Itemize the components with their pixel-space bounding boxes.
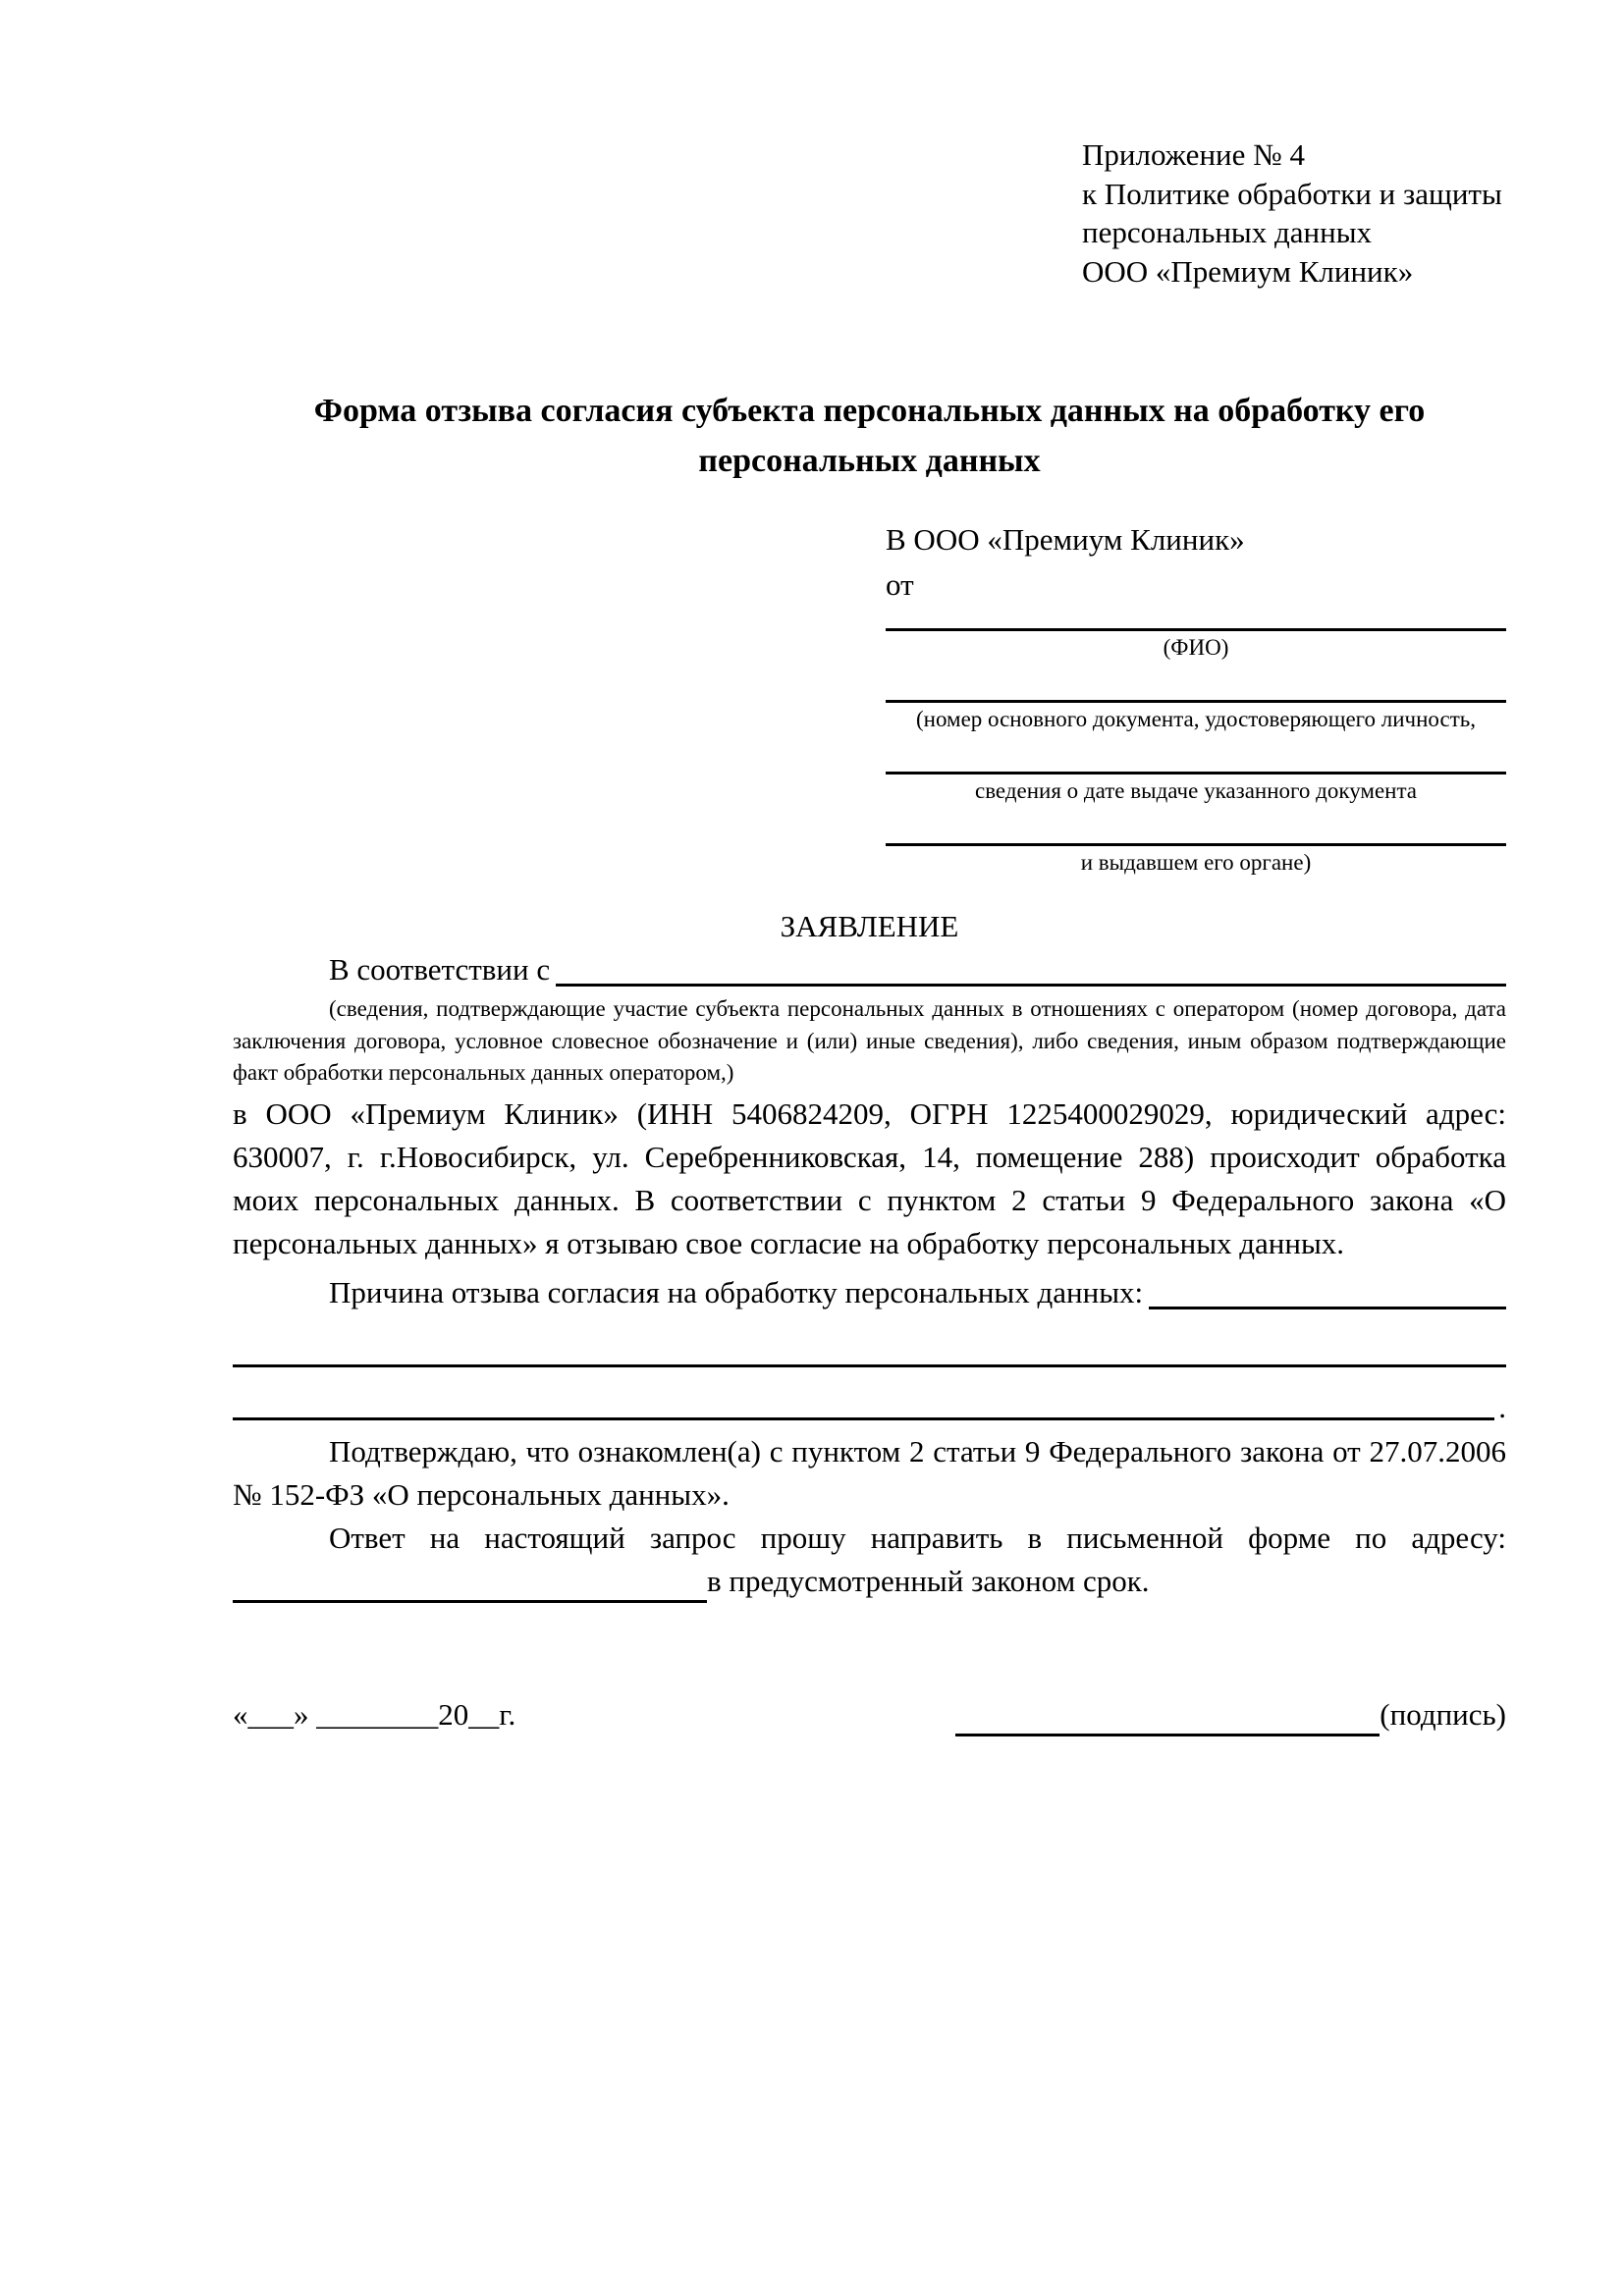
date-blank[interactable]: «___» ________20__г.: [233, 1697, 516, 1733]
reply-request-paragraph: Ответ на настоящий запрос прошу направить в письменной форме по адресу:: [329, 1521, 1506, 1556]
accordance-prefix: В соответствии с: [329, 952, 551, 988]
header-note: [1082, 135, 1506, 292]
reason-line: [233, 1271, 1506, 1314]
reply-request-tail: в предусмотренный законом срок.: [707, 1564, 1150, 1599]
footer-row: [233, 1693, 1506, 1736]
id-number-input-line[interactable]: [886, 676, 1506, 703]
id-number-caption: (номер основного документа, удостоверяющего личность,: [915, 707, 1476, 732]
reason-extra-line-1: [233, 1314, 1506, 1367]
statement-heading: ЗАЯВЛЕНИЕ: [780, 909, 959, 944]
signature-caption: (подпись): [1380, 1697, 1506, 1733]
line-terminator-dot: .: [1498, 1390, 1506, 1425]
header-note-line: к Политике обработки и защиты: [1082, 176, 1502, 211]
reason-input-line[interactable]: [1149, 1307, 1506, 1309]
reason-extra-line-2: [233, 1367, 1506, 1425]
header-note-line: ООО «Премиум Клиник»: [1082, 254, 1414, 290]
main-paragraph: в ООО «Премиум Клиник» (ИНН 5406824209, ОГРН 1225400029029, юридический адрес: 630007, г. г.Новосибирск, ул. Серебренниковская, 14, помещение 288) происходит обработка моих персональных данных. В соответствии с пунктом 2 статьи 9 Федерального закона «О персональных данных» я отзываю свое согласие на обработку персональных данных.: [233, 1095, 1506, 1261]
reason-extra-input-line-1[interactable]: [233, 1364, 1506, 1367]
addressee-to: В ООО «Премиум Клиник»: [886, 521, 1245, 557]
reply-address-row: [233, 1560, 1506, 1603]
addressee-block: [886, 519, 1506, 879]
fine-print-note: (сведения, подтверждающие участие субъекта персональных данных в отношениях с оператором (номер договора, дата заключения договора, условное словесное обозначение и (или) иные сведения), либо сведения, иным образом подтверждающие факт обработки персональных данных оператором,): [233, 996, 1506, 1085]
document-title: Форма отзыва согласия субъекта персональных данных на обработку его персональных данных: [313, 392, 1426, 479]
reason-prefix: Причина отзыва согласия на обработку персональных данных:: [329, 1275, 1144, 1310]
issue-date-caption: сведения о дате выдаче указанного документа: [974, 778, 1418, 804]
issue-date-input-line[interactable]: [886, 748, 1506, 774]
issuing-authority-input-line[interactable]: [886, 820, 1506, 846]
confirmation-paragraph: Подтверждаю, что ознакомлен(а) с пунктом 2 статьи 9 Федерального закона от 27.07.2006 № 152-ФЗ «О персональных данных».: [233, 1434, 1506, 1513]
header-note-line: персональных данных: [1082, 215, 1373, 250]
accordance-input-line[interactable]: [556, 984, 1506, 987]
fio-caption: (ФИО): [1163, 635, 1229, 661]
header-note-line: Приложение № 4: [1082, 137, 1305, 172]
addressee-from-label: от: [886, 566, 914, 602]
accordance-line: [233, 948, 1506, 991]
signature-group: [955, 1693, 1506, 1736]
issuing-authority-caption: и выдавшем его органе): [1080, 850, 1312, 876]
reply-address-input-line[interactable]: [233, 1563, 707, 1603]
fio-input-line[interactable]: [886, 605, 1506, 631]
signature-input-line[interactable]: [955, 1696, 1380, 1736]
reason-extra-input-line-2[interactable]: [233, 1417, 1494, 1420]
